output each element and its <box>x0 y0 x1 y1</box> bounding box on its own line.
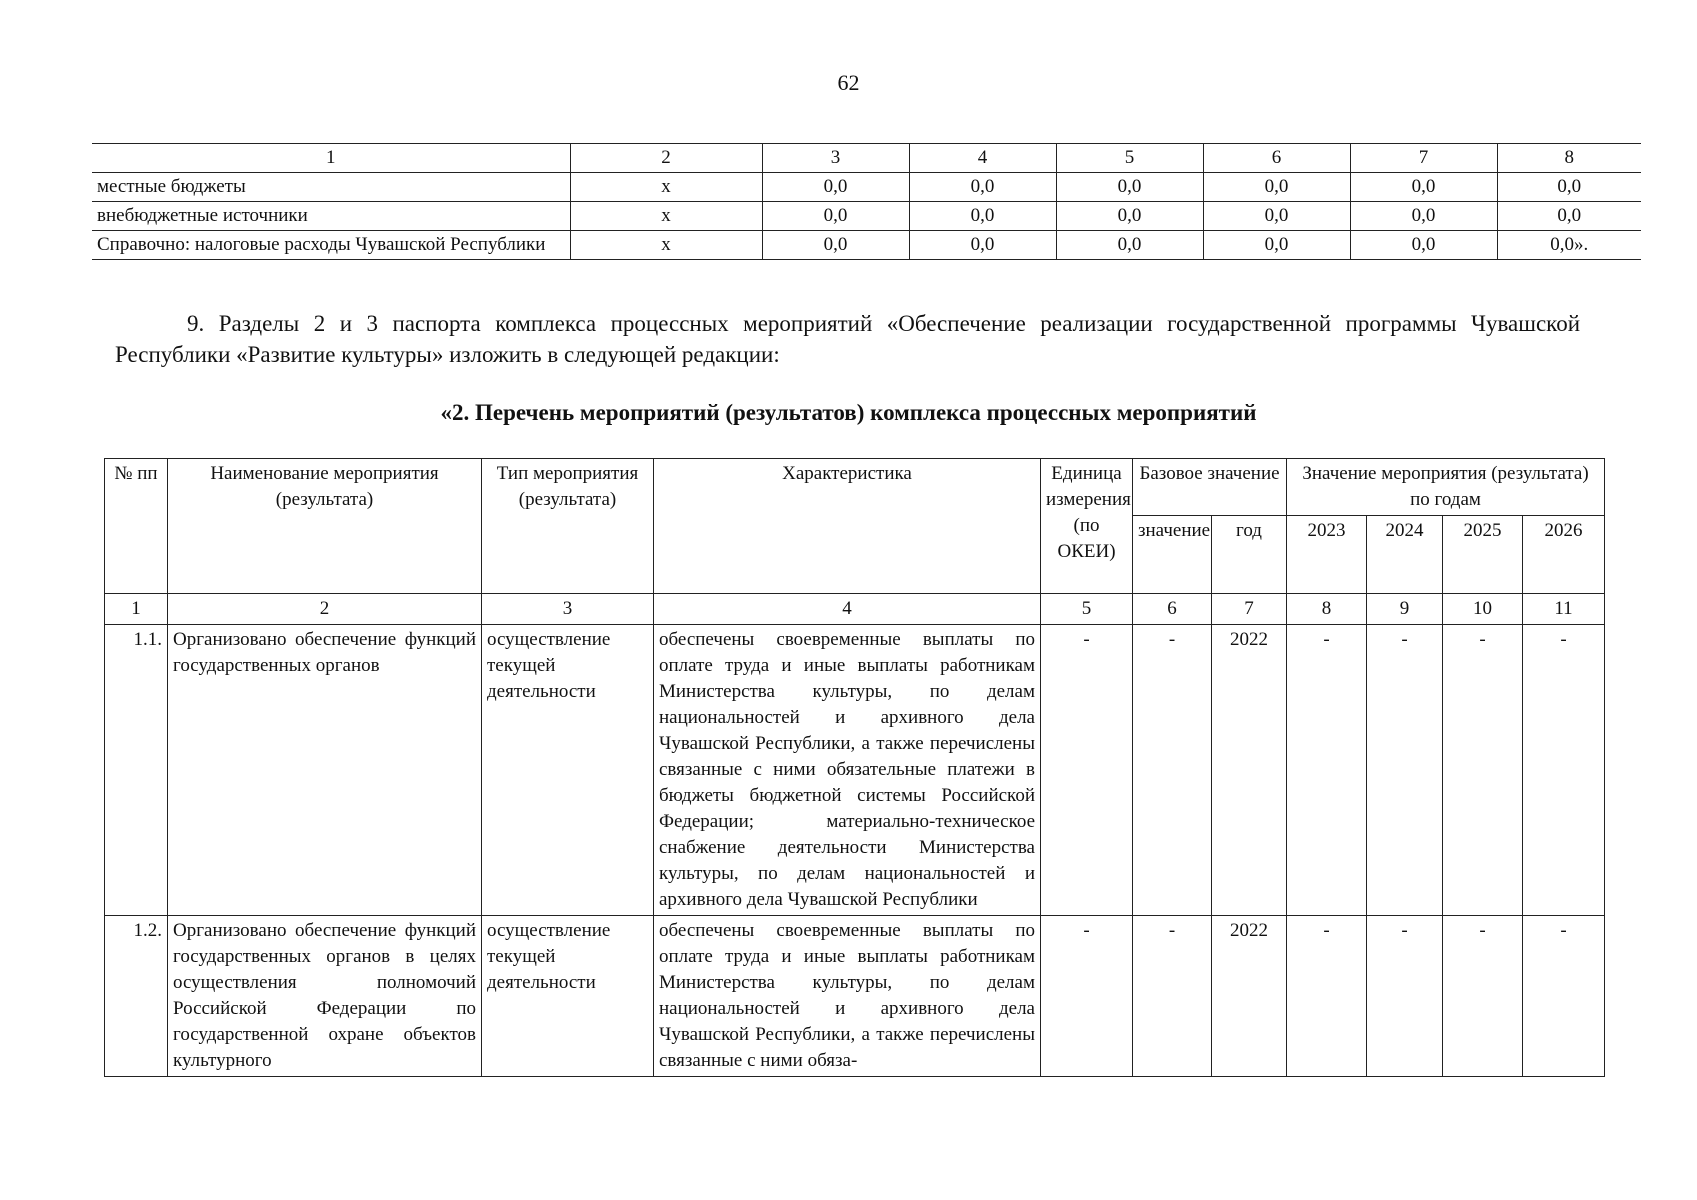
table-row <box>92 173 1641 202</box>
header-year: 2025 <box>1443 516 1523 594</box>
table-cell: 0,0 <box>1350 202 1497 231</box>
column-number: 2 <box>570 144 762 173</box>
year-value-cell: - <box>1523 916 1605 1077</box>
year-value-cell: - <box>1523 625 1605 916</box>
base-value-cell: - <box>1133 916 1212 1077</box>
column-number: 6 <box>1203 144 1350 173</box>
table-cell: 0,0 <box>909 202 1056 231</box>
table-cell: 0,0 <box>909 231 1056 260</box>
table-cell: 0,0 <box>1056 173 1203 202</box>
table-header-row <box>105 459 1605 516</box>
column-number: 2 <box>168 594 482 625</box>
column-number: 4 <box>909 144 1056 173</box>
year-value-cell: - <box>1443 916 1523 1077</box>
column-number: 10 <box>1443 594 1523 625</box>
table-row <box>92 202 1641 231</box>
column-number: 7 <box>1350 144 1497 173</box>
base-year-cell: 2022 <box>1212 625 1287 916</box>
row-label: Справочно: налоговые расходы Чувашской Республики <box>92 231 570 260</box>
table-cell: 0,0 <box>762 231 909 260</box>
funding-table <box>92 143 1641 260</box>
header-type: Тип мероприятия (результата) <box>482 459 654 594</box>
measure-name: Организовано обеспечение функций государственных органов в целях осуществления полномочий Российской Федерации по государственной охране объектов культурного <box>168 916 482 1077</box>
row-number: 1.2. <box>105 916 168 1077</box>
table-row <box>92 231 1641 260</box>
year-value-cell: - <box>1287 625 1367 916</box>
table-cell: 0,0 <box>1056 202 1203 231</box>
column-number: 8 <box>1287 594 1367 625</box>
column-number: 1 <box>105 594 168 625</box>
base-value-cell: - <box>1133 625 1212 916</box>
column-number: 6 <box>1133 594 1212 625</box>
unit-cell: - <box>1041 625 1133 916</box>
unit-cell: - <box>1041 916 1133 1077</box>
table-cell: 0,0 <box>1203 202 1350 231</box>
year-value-cell: - <box>1367 916 1443 1077</box>
amendment-paragraph: 9. Разделы 2 и 3 паспорта комплекса процессных мероприятий «Обеспечение реализации государственной программы Чувашской Республики «Развитие культуры» изложить в следующей редакции: <box>115 311 1580 367</box>
table-cell: 0,0 <box>1350 173 1497 202</box>
measure-name: Организовано обеспечение функций государственных органов <box>168 625 482 916</box>
column-number: 4 <box>654 594 1041 625</box>
table-cell: х <box>570 231 762 260</box>
table-cell: 0,0 <box>762 173 909 202</box>
measure-type: осуществление текущей деятельности <box>482 916 654 1077</box>
column-number: 11 <box>1523 594 1605 625</box>
table-cell: 0,0 <box>1497 202 1641 231</box>
header-characteristic: Характеристика <box>654 459 1041 594</box>
table-header-row <box>92 144 1641 173</box>
table-row <box>105 625 1605 916</box>
column-number: 5 <box>1041 594 1133 625</box>
header-base-value: значение <box>1133 516 1212 594</box>
column-number: 1 <box>92 144 570 173</box>
row-label: местные бюджеты <box>92 173 570 202</box>
header-year: 2026 <box>1523 516 1605 594</box>
measure-characteristic: обеспечены своевременные выплаты по оплате труда и иные выплаты работникам Министерства культуры, по делам национальностей и архивного дела Чувашской Республики, а также перечислены связанные с ними обяза- <box>654 916 1041 1077</box>
measure-type: осуществление текущей деятельности <box>482 625 654 916</box>
base-year-cell: 2022 <box>1212 916 1287 1077</box>
row-label: внебюджетные источники <box>92 202 570 231</box>
table-cell: 0,0 <box>1497 173 1641 202</box>
year-value-cell: - <box>1443 625 1523 916</box>
year-value-cell: - <box>1287 916 1367 1077</box>
column-number: 9 <box>1367 594 1443 625</box>
header-year: 2023 <box>1287 516 1367 594</box>
header-values-by-year: Значение мероприятия (результата) по годам <box>1287 459 1605 516</box>
year-value-cell: - <box>1367 625 1443 916</box>
column-number: 8 <box>1497 144 1641 173</box>
table-cell: 0,0 <box>762 202 909 231</box>
header-base-year: год <box>1212 516 1287 594</box>
table-cell: 0,0 <box>1056 231 1203 260</box>
measures-table <box>104 458 1605 1077</box>
header-unit: Единица измерения (по ОКЕИ) <box>1041 459 1133 594</box>
section-title: «2. Перечень мероприятий (результатов) комплекса процессных мероприятий <box>440 400 1257 425</box>
column-number: 7 <box>1212 594 1287 625</box>
table-cell: 0,0 <box>1350 231 1497 260</box>
row-number: 1.1. <box>105 625 168 916</box>
header-base: Базовое значение <box>1133 459 1287 516</box>
column-number: 3 <box>482 594 654 625</box>
table-cell: 0,0 <box>1203 231 1350 260</box>
table-row <box>105 916 1605 1077</box>
column-number: 3 <box>762 144 909 173</box>
table-cell: 0,0 <box>1203 173 1350 202</box>
table-cell: х <box>570 173 762 202</box>
column-numbers-row <box>105 594 1605 625</box>
measure-characteristic: обеспечены своевременные выплаты по оплате труда и иные выплаты работникам Министерства культуры, по делам национальностей и архивного дела Чувашской Республики, а также перечислены связанные с ними обязательные платежи в бюджеты бюджетной системы Российской Федерации; материально-техническое снабжение деятельности Министерства культуры, по делам национальностей и архивного дела Чувашской Республики <box>654 625 1041 916</box>
page-number: 62 <box>837 70 860 95</box>
header-num: № пп <box>105 459 168 594</box>
header-year: 2024 <box>1367 516 1443 594</box>
table-cell: 0,0». <box>1497 231 1641 260</box>
table-cell: 0,0 <box>909 173 1056 202</box>
header-name: Наименование мероприятия (результата) <box>168 459 482 594</box>
table-cell: х <box>570 202 762 231</box>
column-number: 5 <box>1056 144 1203 173</box>
